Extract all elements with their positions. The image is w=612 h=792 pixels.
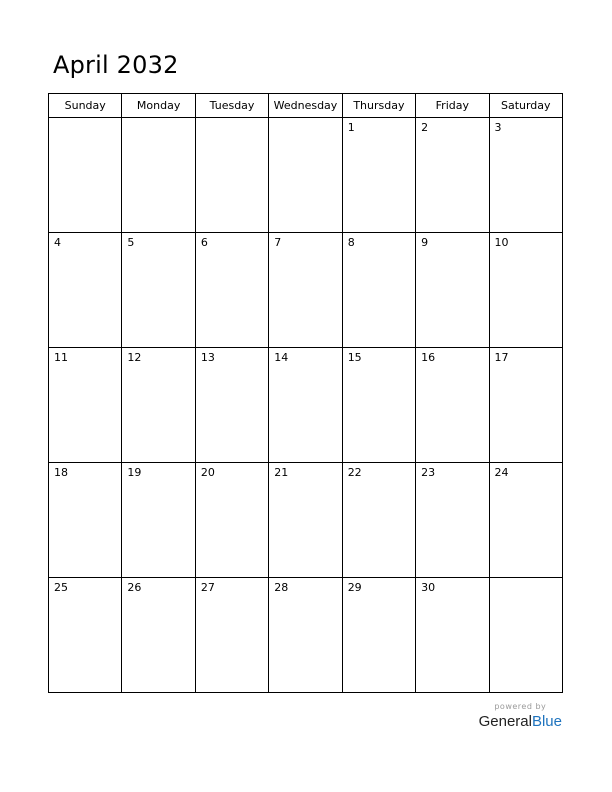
weekday-header: Tuesday [195,94,268,118]
week-row [49,118,563,233]
day-number [196,118,268,121]
weekday-header: Saturday [489,94,562,118]
day-cell [416,233,489,348]
day-cell [195,578,268,693]
week-row [49,578,563,693]
day-cell [269,118,342,233]
day-number [49,118,121,121]
day-cell [342,118,415,233]
day-cell [122,578,195,693]
day-cell [269,348,342,463]
day-number: 10 [494,236,509,249]
day-number [490,578,562,581]
weekday-header: Thursday [342,94,415,118]
day-cell [489,348,562,463]
day-number: 12 [127,351,142,364]
day-number: 20 [200,466,215,479]
day-cell [269,578,342,693]
day-cell [416,578,489,693]
day-number: 27 [200,581,215,594]
day-cell [269,463,342,578]
week-row [49,463,563,578]
day-cell [195,118,268,233]
day-cell [122,463,195,578]
powered-by-text: powered by [494,702,547,711]
day-number: 15 [347,351,362,364]
day-number: 25 [54,581,68,594]
day-cell [489,118,562,233]
day-number: 1 [347,121,355,134]
day-number: 4 [54,236,61,249]
day-number [122,118,194,121]
day-number: 21 [274,466,289,479]
day-number: 5 [127,236,135,249]
day-number: 13 [200,351,215,364]
day-cell [195,463,268,578]
day-cell [342,233,415,348]
day-cell [416,463,489,578]
weekday-header-row [49,94,563,118]
day-number: 22 [347,466,362,479]
week-row [49,233,563,348]
generalblue-logo[interactable] [479,712,562,732]
day-cell [122,118,195,233]
day-number: 24 [494,466,509,479]
day-number: 6 [200,236,208,249]
weekday-header: Sunday [49,94,122,118]
day-cell [49,348,122,463]
day-cell [416,118,489,233]
day-number: 11 [54,351,68,364]
day-cell [489,578,562,693]
day-number: 23 [421,466,436,479]
day-number: 7 [274,236,282,249]
day-number [269,118,341,121]
weekday-header: Friday [416,94,489,118]
day-cell [122,233,195,348]
day-cell [195,348,268,463]
day-number: 18 [54,466,68,479]
day-cell [489,233,562,348]
day-cell [342,348,415,463]
day-number: 19 [127,466,142,479]
day-cell [342,578,415,693]
day-cell [342,463,415,578]
day-number: 29 [347,581,362,594]
day-number: 28 [274,581,289,594]
day-number: 3 [494,121,502,134]
day-cell [49,233,122,348]
day-number: 30 [421,581,436,594]
day-number: 14 [274,351,289,364]
day-number: 8 [347,236,355,249]
day-number: 9 [421,236,429,249]
day-cell [49,578,122,693]
day-number: 17 [494,351,509,364]
logo-text-general: General [478,713,532,730]
week-row [49,348,563,463]
day-cell [195,233,268,348]
weekday-header: Wednesday [269,94,342,118]
day-cell [269,233,342,348]
day-cell [489,463,562,578]
day-number: 16 [421,351,436,364]
day-cell [122,348,195,463]
day-cell [416,348,489,463]
day-cell [49,463,122,578]
day-cell [49,118,122,233]
weekday-header: Monday [122,94,195,118]
calendar-grid [48,93,563,693]
day-number: 2 [421,121,429,134]
day-number: 26 [127,581,142,594]
logo-text-blue: Blue [531,713,562,730]
brand-footer [479,702,562,732]
calendar-title: April 2032 [53,51,179,79]
